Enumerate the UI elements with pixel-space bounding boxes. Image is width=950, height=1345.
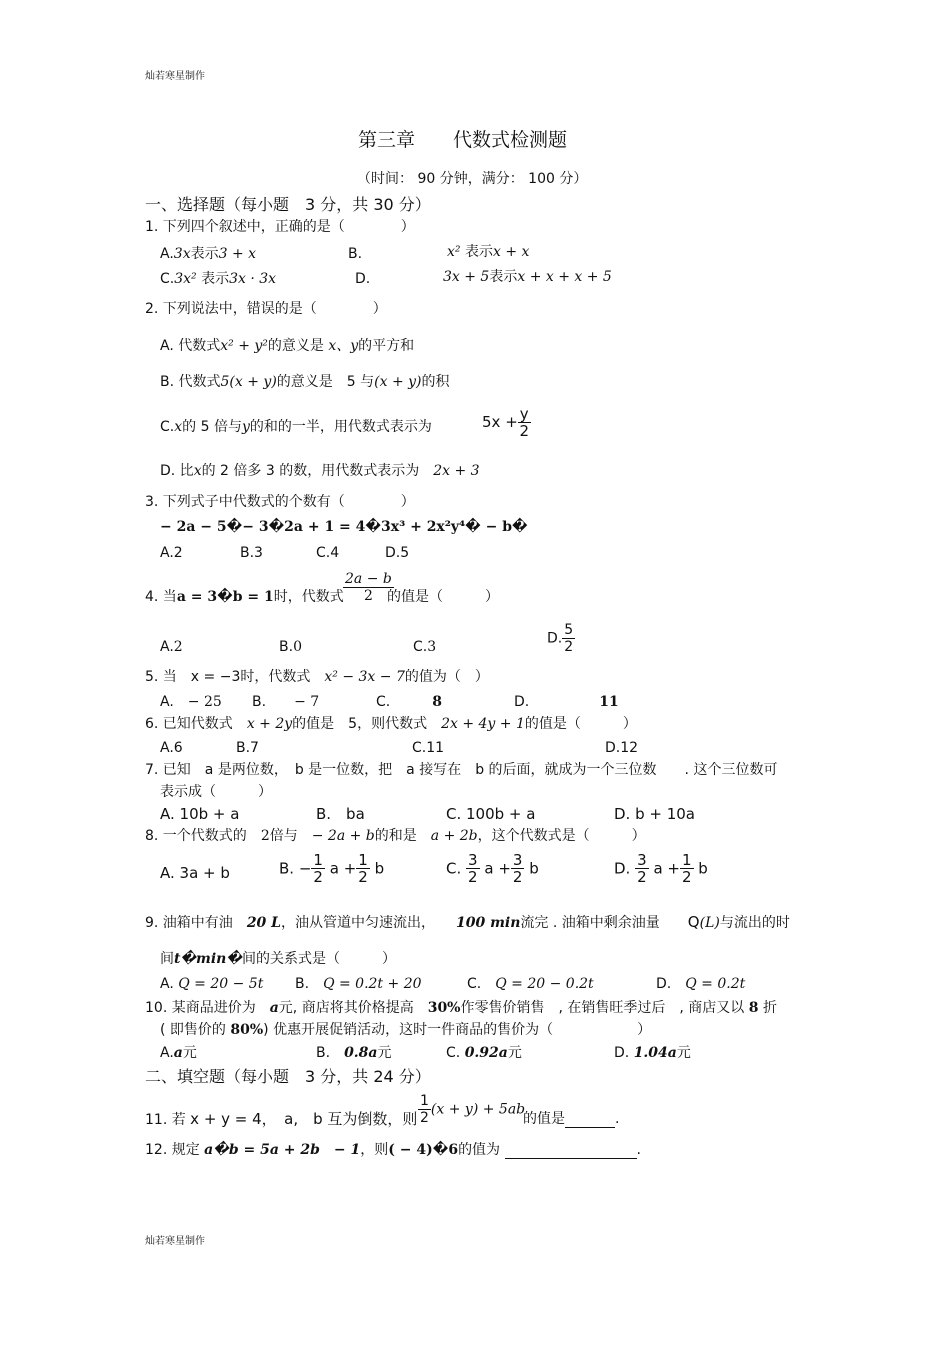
- section-choice-heading: 一、选择题（每小题 3 分，共 30 分）: [145, 195, 431, 214]
- page-subtitle: （时间： 90 分钟，满分： 100 分）: [357, 171, 588, 187]
- q8-stem: 8. 一个代数式的 2倍与 − 2a + b的和是 a + 2b，这个代数式是（ ）: [145, 828, 646, 844]
- q12-answer-blank[interactable]: [505, 1144, 637, 1159]
- q10-stem-line1: 10. 某商品进价为 a元, 商店将其价格提高 30%作零售价销售 , 在销售旺季过后 , 商店又以 8 折: [145, 1000, 777, 1016]
- q1-stem: 1. 下列四个叙述中，正确的是（ ）: [145, 219, 415, 235]
- footer-text: 灿若寒星制作: [145, 1236, 205, 1247]
- q4-stem: 4. 当a = 3�b = 1时，代数式: [145, 589, 344, 605]
- q1-option-b-label: B.: [348, 246, 363, 262]
- q1-option-b: x² 表示x + x: [447, 244, 530, 260]
- q5-stem: 5. 当 x = −3时，代数式 x² − 3x − 7的值为（ ）: [145, 669, 489, 685]
- q8-option-d: D. $\frac{3}{2}$ a + $\frac{1}{2}$ b: [614, 851, 708, 886]
- header-text: 灿若寒星制作: [145, 71, 205, 82]
- q4-option-d: D. $\frac{5}{2}$: [547, 622, 574, 655]
- q10-option-b: B. 0.8a元: [316, 1045, 392, 1061]
- q4-stem-end: 的值是（ ）: [387, 589, 499, 605]
- q3-list: − 2a − 5�− 3�2a + 1 = 4�3x³ + 2x²y⁴� − b�: [160, 519, 528, 535]
- q8-option-b: B. − $\frac{1}{2}$ a + $\frac{1}{2}$ b: [279, 851, 385, 886]
- q1-option-d: 3x + 5表示x + x + x + 5: [443, 269, 612, 285]
- q3-option-d: D.5: [385, 545, 410, 561]
- q2-option-c: C.x的 5 倍与y的和的一半，用代数式表示为: [160, 419, 432, 435]
- q4-option-c: C.3: [413, 639, 437, 655]
- section-fill-heading: 二、填空题（每小题 3 分，共 24 分）: [145, 1067, 431, 1086]
- q6-stem: 6. 已知代数式 x + 2y的值是 5，则代数式 2x + 4y + 1的值是（ ）: [145, 716, 637, 732]
- q8-option-c: C. $\frac{3}{2}$ a + $\frac{3}{2}$ b: [446, 851, 539, 886]
- q3-option-b: B.3: [240, 545, 263, 561]
- q6-option-a: A.6: [160, 740, 183, 756]
- q10-option-a: A.a元: [160, 1045, 197, 1061]
- q10-option-c: C. 0.92a元: [446, 1045, 522, 1061]
- q9-stem-line1: 9. 油箱中有油 20 L，油从管道中匀速流出， 100 min流完 . 油箱中剩余油量 Q(L)与流出的时: [145, 913, 790, 931]
- page-title: 第三章 代数式检测题: [358, 129, 568, 151]
- q7-stem-line1: 7. 已知 a 是两位数， b 是一位数，把 a 接写在 b 的后面，就成为一个三位数 . 这个三位数可: [145, 762, 778, 778]
- q1-option-c: C.3x² 表示3x · 3x: [160, 271, 277, 287]
- q5-option-b: B. − 7: [252, 694, 320, 710]
- q10-option-d: D. 1.04a元: [614, 1045, 691, 1061]
- q11-answer: 的值是 .: [523, 1111, 620, 1127]
- q2-option-b: B. 代数式5(x + y)的意义是 5 与(x + y)的积: [160, 374, 450, 390]
- q11-expression: $\frac{1}{2}$ (x + y) + 5ab: [420, 1093, 526, 1126]
- q4-fraction: $\frac{2a - b}{2}$: [345, 571, 392, 604]
- q2-stem: 2. 下列说法中，错误的是（ ）: [145, 301, 387, 317]
- q9-option-b: B. Q = 0.2t + 20: [295, 976, 422, 992]
- q8-option-a: A. 3a + b: [160, 864, 230, 882]
- q2-option-c-expression: 5x + $\frac{y}{2}$: [482, 405, 529, 440]
- q1-option-d-label: D.: [355, 271, 371, 287]
- q9-option-a: A. Q = 20 − 5t: [160, 976, 264, 992]
- q9-option-d: D. Q = 0.2t: [656, 976, 746, 992]
- q11-answer-blank[interactable]: [565, 1113, 615, 1128]
- q9-option-c: C. Q = 20 − 0.2t: [467, 976, 594, 992]
- q6-option-c: C.11: [412, 740, 445, 756]
- q2-option-a: A. 代数式x² + y²的意义是 x、y的平方和: [160, 338, 415, 354]
- q5-option-a: A. − 25: [160, 694, 222, 710]
- q3-stem: 3. 下列式子中代数式的个数有（ ）: [145, 494, 415, 510]
- q1-option-a: A.3x表示3 + x: [160, 246, 257, 262]
- q7-option-d: D. b + 10a: [614, 805, 695, 823]
- q12-stem: 12. 规定 a�b = 5a + 2b − 1，则( − 4)�6的值为 .: [145, 1142, 641, 1158]
- q10-stem-line2: ( 即售价的 80%) 优惠开展促销活动，这时一件商品的售价为（ ）: [160, 1022, 652, 1038]
- q3-option-c: C.4: [316, 545, 340, 561]
- q7-option-b: B. ba: [316, 805, 365, 823]
- q11-stem: 11. 若 x + y = 4， a, b 互为倒数，则: [145, 1110, 418, 1128]
- q2-option-d: D. 比x的 2 倍多 3 的数，用代数式表示为 2x + 3: [160, 463, 480, 479]
- q6-option-d: D.12: [605, 740, 639, 756]
- q4-option-a: A.2: [160, 639, 183, 655]
- q7-stem-line2: 表示成（ ）: [160, 784, 272, 800]
- q3-option-a: A.2: [160, 545, 183, 561]
- q7-option-c: C. 100b + a: [446, 805, 536, 823]
- q5-option-d: D. 11: [514, 694, 619, 710]
- q7-option-a: A. 10b + a: [160, 805, 240, 823]
- q5-option-c: C. 8: [376, 694, 442, 710]
- q4-option-b: B.0: [279, 639, 302, 655]
- q6-option-b: B.7: [236, 740, 259, 756]
- q9-stem-line2: 间t�min�间的关系式是（ ）: [160, 951, 396, 967]
